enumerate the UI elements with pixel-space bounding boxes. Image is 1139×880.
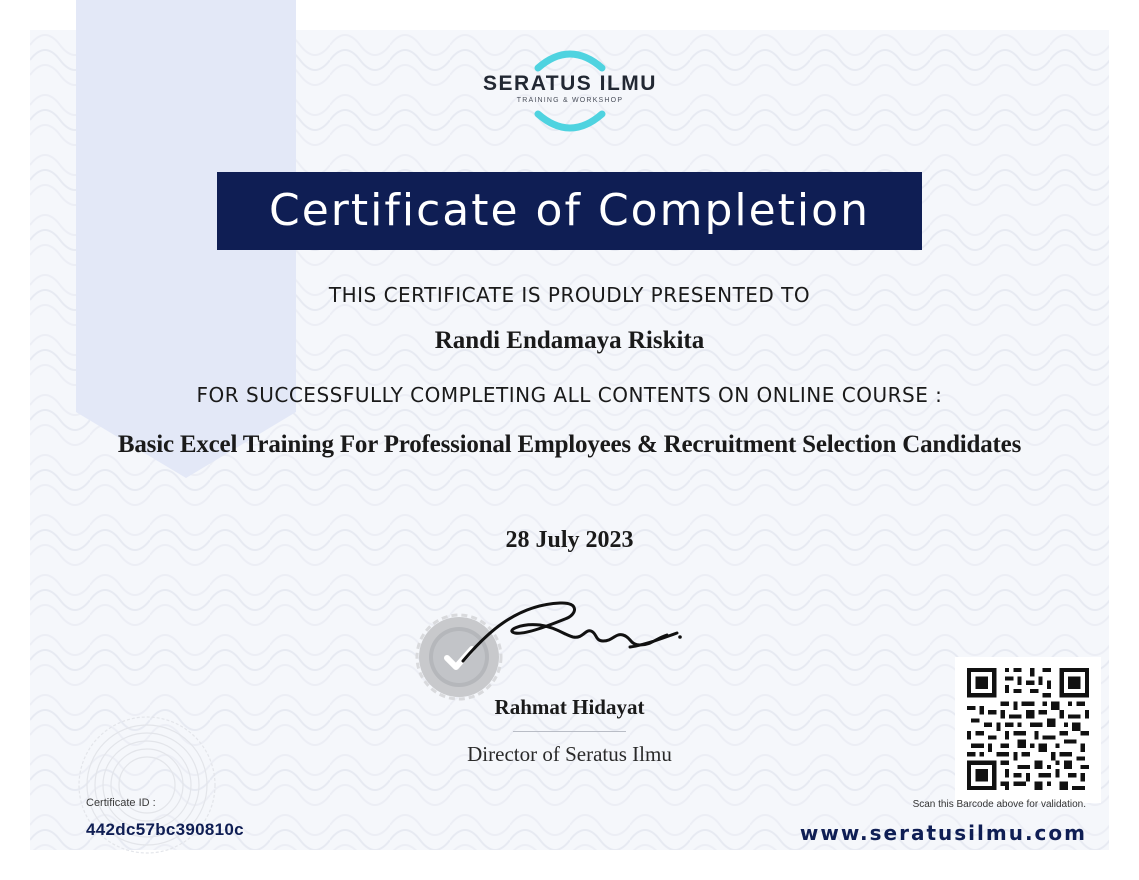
recipient-name: Randi Endamaya Riskita [434,327,705,354]
signatory-role: Director of Seratus Ilmu [467,742,672,766]
signature-divider [513,731,626,732]
logo-arc-bottom-icon [538,114,602,128]
course-name: Basic Excel Training For Professional Employees & Recruitment Selection Candidates [117,431,1022,458]
brand-logo [470,48,670,134]
completion-date: 28 July 2023 [505,527,634,553]
signatory-name: Rahmat Hidayat [494,695,645,719]
completion-statement: FOR SUCCESSFULLY COMPLETING ALL CONTENTS ON ONLINE COURSE : [196,383,943,407]
brand-tagline: TRAINING & WORKSHOP [516,97,624,104]
presented-to-text: THIS CERTIFICATE IS PROUDLY PRESENTED TO [328,283,811,307]
qr-code-icon [967,668,1089,790]
certificate-id-value: 442dc57bc390810c [86,820,244,839]
certificate-id-label: Certificate ID : [86,797,156,809]
certificate-title: Certificate of Completion [217,172,922,250]
validation-qr-code[interactable] [955,657,1101,803]
signature-icon [455,595,695,665]
brand-name: SERATUS ILMU [483,72,657,95]
logo-arc-top-icon [538,54,602,68]
qr-validation-instruction: Scan this Barcode above for validation. [912,799,1086,810]
website-link[interactable]: www.seratusilmu.com [799,821,1087,845]
